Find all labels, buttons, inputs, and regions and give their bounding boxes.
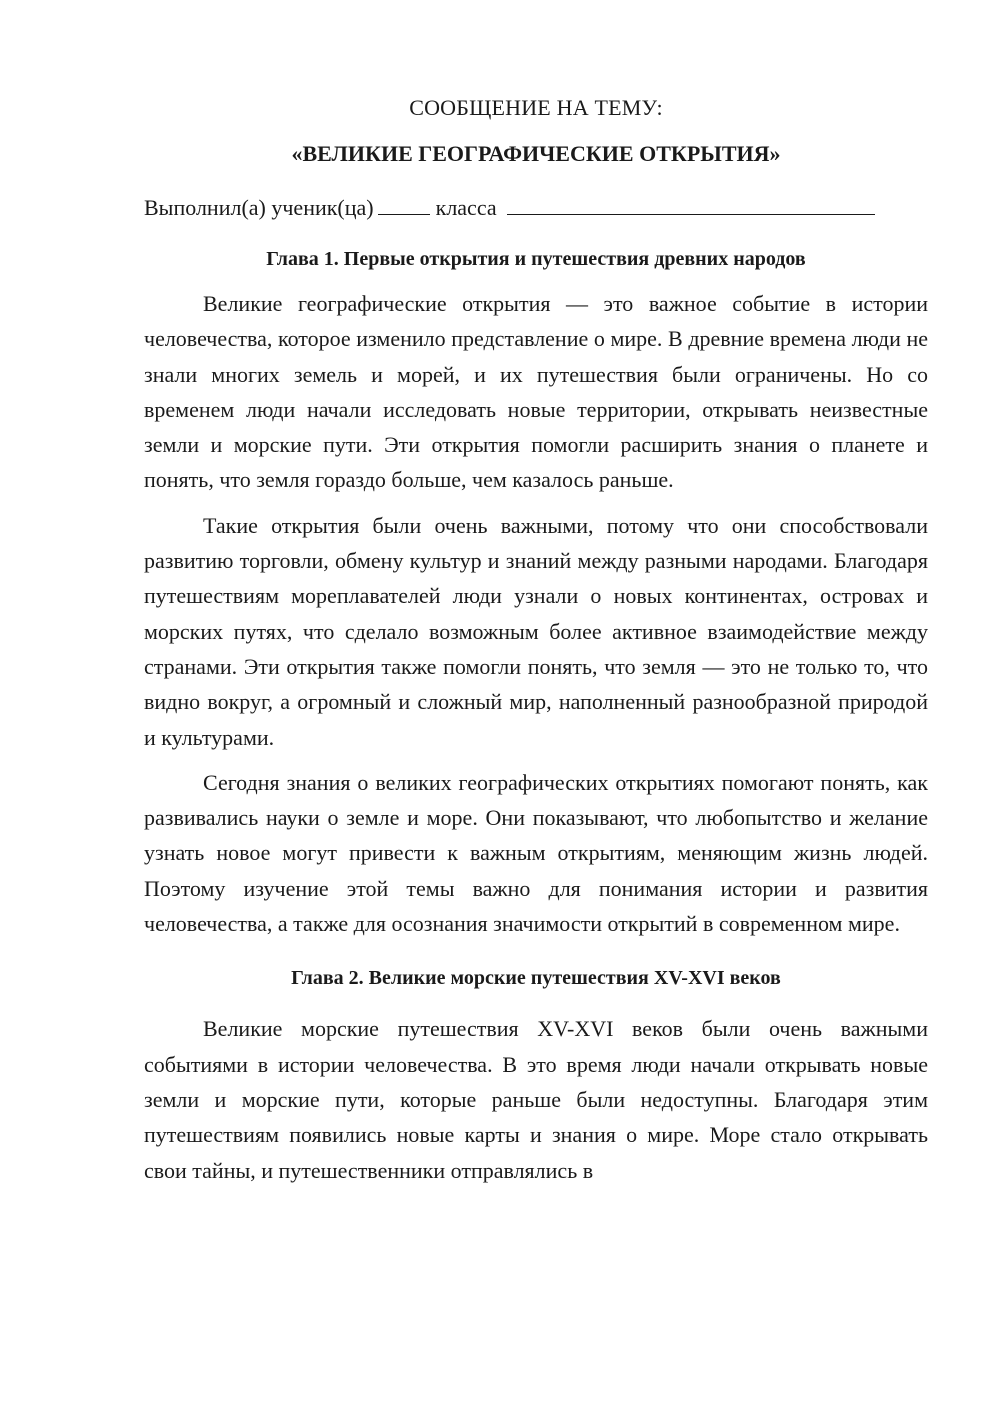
heading-line-2: «ВЕЛИКИЕ ГЕОГРАФИЧЕСКИЕ ОТКРЫТИЯ»: [291, 141, 781, 166]
heading-line-1: СООБЩЕНИЕ НА ТЕМУ:: [409, 95, 663, 120]
chapter-1-paragraph-3: Сегодня знания о великих географических открытиях помогают понять, как развивались науки о земле и море. Они показывают, что любопытство и желание узнать новое могут привести к важным открытиям, меняющим жизнь людей. Поэтому изучение этой темы важно для понимания истории и развития человечества, а также для осознания значимости открытий в современном мире.: [144, 769, 928, 937]
author-class-label: класса: [435, 195, 497, 220]
chapter-2-title: Глава 2. Великие морские путешествия XV-XVI веков: [291, 967, 781, 990]
chapter-2-paragraph-1: Великие морские путешествия XV-XVI веков были очень важными событиями в истории человечества. В это время люди начали открывать новые земли и морские пути, которые раньше были недоступны. Благодаря этим путешествиям появились новые карты и знания о мире. Море стало открывать свои тайны, и путешественники отправлялись в: [144, 1016, 928, 1183]
name-blank: [507, 192, 875, 215]
chapter-1-paragraph-2: Такие открытия были очень важными, потому что они способствовали развитию торговли, обмену культур и знаний между разными народами. Благодаря путешествиям мореплавателей люди узнали о новых континентах, островах и морских путях, что сделало возможным более активное взаимодействие между странами. Эти открытия также помогли понять, что земля — это не только то, что видно вокруг, а огромный и сложный мир, наполненный разнообразной природой и культурами.: [144, 512, 928, 750]
author-line: [144, 190, 928, 226]
author-prefix: Выполнил(а) ученик(ца): [144, 195, 374, 220]
document-page: [144, 90, 928, 1188]
grade-blank: [378, 192, 430, 215]
chapter-1-title: Глава 1. Первые открытия и путешествия древних народов: [266, 248, 806, 270]
chapter-1-paragraph-1: Великие географические открытия — это важное событие в истории человечества, которое изменило представление о мире. В древние времена люди не знали многих земель и морей, и их путешествия были ограничены. Но со временем люди начали исследовать новые территории, открывать неизвестные земли и морские пути. Эти открытия помогли расширить знания о планете и понять, что земля гораздо больше, чем казалось раньше.: [144, 291, 928, 493]
